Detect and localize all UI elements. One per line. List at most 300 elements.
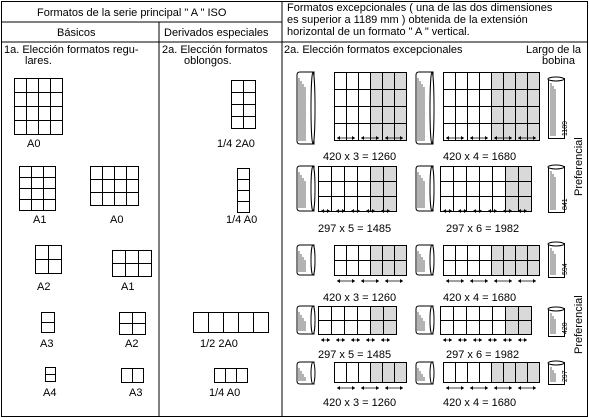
- roll-r1a-end: [311, 72, 315, 144]
- grid-exc-r1b-cell: [492, 107, 504, 124]
- arrow-r4a-head: [327, 338, 330, 342]
- grid-exc-r1b-cell: [528, 107, 540, 124]
- grid-a2-left-cell: [49, 260, 62, 274]
- grid-a2-right-cell: [120, 324, 133, 335]
- section-2a-line1: 2a. Elección formatos: [162, 44, 268, 56]
- grid-a0-right-cell: [127, 167, 139, 180]
- grid-exc-r1a-cell: [359, 107, 371, 124]
- grid-exc-r4b-cell: [467, 321, 480, 335]
- grid-exc-r2b-cell: [480, 182, 493, 197]
- grid-exc-r1a-cell: [371, 107, 383, 124]
- grid-derived-r4-cell: [194, 313, 209, 333]
- grid-exc-r4b-cell: [467, 307, 480, 321]
- arrow-r4a-head: [387, 338, 390, 342]
- grid-a1-left-cell: [32, 200, 44, 211]
- grid-exc-r3a-cell: [359, 261, 371, 276]
- arrow-r4b-head: [518, 338, 521, 342]
- grid-exc-r3b-cell: [480, 261, 492, 276]
- arrow-r4b-head: [443, 338, 446, 342]
- grid-a3-right-cell: [122, 369, 133, 383]
- grid-a1-right-cell: [113, 264, 126, 277]
- label-derived-r5: 1/4 A0: [209, 387, 241, 399]
- grid-exc-r1a-cell: [383, 73, 395, 90]
- grid-a0-top-cell: [27, 107, 39, 121]
- formula-r2a: 297 x 5 = 1485: [318, 223, 392, 235]
- grid-a2-left-cell: [36, 260, 49, 274]
- grid-a1-left-cell: [32, 167, 44, 178]
- grid-exc-r1b-cell: [456, 73, 468, 90]
- arrow-r5a-head: [376, 386, 379, 390]
- bobina-roll-top: [548, 242, 564, 246]
- grid-a0-top-cell: [15, 79, 27, 93]
- grid-exc-r1b-cell: [468, 90, 480, 107]
- grid-exc-r2a-cell: [345, 182, 358, 197]
- arrow-r3b-head: [494, 279, 497, 283]
- grid-a0-top-cell: [39, 79, 51, 93]
- grid-exc-r1a-cell: [335, 90, 347, 107]
- grid-exc-r4b-cell: [454, 307, 467, 321]
- arrow-r3a-head: [376, 279, 379, 283]
- roll-r3a-end: [311, 245, 315, 275]
- arrow-r5a-head: [352, 386, 355, 390]
- grid-a0-right-cell: [103, 193, 115, 206]
- grid-exc-r4a-cell: [384, 321, 397, 335]
- label-a1-right: A1: [121, 281, 135, 293]
- grid-a3-right-cell: [133, 369, 144, 383]
- grid-exc-r1b-cell: [528, 90, 540, 107]
- grid-exc-r2b-cell: [454, 167, 467, 182]
- grid-exc-r4a-cell: [345, 321, 358, 335]
- grid-exc-r2b-cell: [467, 197, 480, 212]
- roll-label-841: 841: [562, 198, 569, 210]
- grid-a1-left-cell: [20, 178, 32, 189]
- grid-exc-r4b-cell: [506, 321, 519, 335]
- grid-exc-r5a-cell: [359, 363, 371, 383]
- grid-exc-r4b-cell: [493, 321, 506, 335]
- arrow-r4a-head: [342, 338, 345, 342]
- arrow-r3b-head: [470, 279, 473, 283]
- grid-exc-r2a-cell: [319, 167, 332, 182]
- grid-exc-r3b-cell: [480, 246, 492, 261]
- grid-exc-r2a-cell: [319, 197, 332, 212]
- grid-exc-r1b-cell: [504, 107, 516, 124]
- grid-exc-r2b-cell: [480, 197, 493, 212]
- grid-a0-top-cell: [27, 79, 39, 93]
- grid-exc-r4b-cell: [454, 321, 467, 335]
- grid-derived-r2-cell: [238, 169, 250, 180]
- arrow-r4b-head: [464, 338, 467, 342]
- grid-exc-r2a-cell: [332, 182, 345, 197]
- grid-a3-left-cell: [42, 313, 55, 323]
- roll-label-297: 297: [562, 370, 569, 382]
- grid-exc-r2b-cell: [493, 167, 506, 182]
- section-1a-line1: 1a. Elección formatos regu-: [4, 44, 139, 56]
- grid-a0-top-cell: [51, 79, 63, 93]
- grid-exc-r1a-cell: [395, 107, 407, 124]
- grid-a2-right-cell: [120, 313, 133, 324]
- arrow-r3a-head: [361, 279, 364, 283]
- formula-r3b: 420 x 4 = 1680: [443, 292, 517, 304]
- grid-derived-r1-cell: [244, 105, 256, 117]
- bobina-roll-top: [548, 165, 564, 169]
- section-2a-excepcionales: 2a. Elección formatos excepcionales: [284, 44, 463, 56]
- grid-a0-top-cell: [51, 121, 63, 135]
- grid-a1-right-cell: [126, 251, 139, 264]
- arrow-r3b-head: [518, 279, 521, 283]
- arrow-r5b-head: [509, 386, 512, 390]
- grid-exc-r5b-cell: [444, 363, 456, 383]
- grid-a0-top-cell: [15, 121, 27, 135]
- label-a0-right: A0: [110, 214, 124, 226]
- grid-exc-r2b-cell: [454, 182, 467, 197]
- grid-exc-r3b-cell: [492, 261, 504, 276]
- grid-exc-r3a-cell: [371, 246, 383, 261]
- grid-exc-r2b-cell: [506, 167, 519, 182]
- grid-exc-r1a-cell: [371, 73, 383, 90]
- grid-a0-right-cell: [91, 167, 103, 180]
- grid-a0-top-cell: [15, 107, 27, 121]
- grid-exc-r5a-cell: [395, 363, 407, 383]
- grid-a0-right-cell: [103, 180, 115, 193]
- arrow-r5b-head: [518, 386, 521, 390]
- grid-derived-r5-cell: [237, 369, 248, 383]
- grid-a0-right-cell: [127, 193, 139, 206]
- grid-derived-r1-cell: [232, 117, 244, 129]
- largo-bobina-line2: bobina: [542, 55, 576, 67]
- grid-a2-right-cell: [133, 313, 146, 324]
- roll-r3b-end: [430, 245, 434, 275]
- roll-r1b-end: [430, 72, 434, 144]
- grid-a0-top-cell: [27, 121, 39, 135]
- grid-exc-r4a-cell: [332, 321, 345, 335]
- grid-exc-r4b-cell: [519, 307, 532, 321]
- grid-a1-left-cell: [20, 189, 32, 200]
- arrow-r4a-head: [381, 338, 384, 342]
- grid-derived-r4-cell: [239, 313, 254, 333]
- grid-exc-r3b-cell: [504, 246, 516, 261]
- grid-exc-r5b-cell: [468, 363, 480, 383]
- grid-exc-r3b-cell: [528, 261, 540, 276]
- grid-exc-r2b-cell: [493, 182, 506, 197]
- grid-exc-r3b-cell: [516, 261, 528, 276]
- grid-exc-r3a-cell: [383, 246, 395, 261]
- arrow-r3a-head: [400, 279, 403, 283]
- grid-derived-r1-cell: [244, 81, 256, 93]
- arrow-r3b-head: [446, 279, 449, 283]
- grid-exc-r1b-cell: [492, 73, 504, 90]
- roll-r5a-end: [311, 362, 315, 384]
- roll-r2b-end: [430, 166, 434, 211]
- section-2a-line2: oblongos.: [184, 55, 232, 67]
- grid-a0-right-cell: [115, 180, 127, 193]
- grid-exc-r2a-cell: [358, 197, 371, 212]
- grid-a1-left-cell: [20, 200, 32, 211]
- grid-exc-r3b-cell: [528, 246, 540, 261]
- grid-exc-r2a-cell: [332, 197, 345, 212]
- grid-exc-r2a-cell: [319, 182, 332, 197]
- grid-a1-right-cell: [139, 251, 152, 264]
- formula-r5b: 420 x 4 = 1680: [443, 397, 517, 409]
- grid-a0-right-cell: [103, 167, 115, 180]
- arrow-r4a-head: [372, 338, 375, 342]
- arrow-r4b-head: [488, 338, 491, 342]
- grid-exc-r3a-cell: [347, 246, 359, 261]
- grid-exc-r1b-cell: [504, 73, 516, 90]
- subheader-basicos: Básicos: [57, 27, 96, 39]
- arrow-r4a-head: [366, 338, 369, 342]
- label-derived-r4: 1/2 2A0: [200, 338, 238, 350]
- subheader-derivados: Derivados especiales: [164, 27, 269, 39]
- grid-exc-r1b-cell: [444, 73, 456, 90]
- grid-exc-r4a-cell: [358, 307, 371, 321]
- arrow-r5b-head: [446, 386, 449, 390]
- grid-exc-r2b-cell: [506, 182, 519, 197]
- roll-r2a-end: [311, 166, 315, 211]
- grid-a3-left-cell: [42, 323, 55, 333]
- grid-a0-top-cell: [27, 93, 39, 107]
- grid-derived-r1-cell: [244, 93, 256, 105]
- grid-exc-r4a-cell: [319, 321, 332, 335]
- grid-a0-right-cell: [127, 180, 139, 193]
- grid-exc-r2a-cell: [345, 167, 358, 182]
- grid-exc-r1b-cell: [492, 90, 504, 107]
- grid-derived-r2-cell: [238, 180, 250, 191]
- header-serie-principal: Formatos de la serie principal " A " ISO: [37, 7, 227, 19]
- formula-r4b: 297 x 6 = 1982: [446, 349, 520, 361]
- grid-a0-top-cell: [39, 121, 51, 135]
- grid-derived-r1-cell: [232, 105, 244, 117]
- formula-r4a: 297 x 5 = 1485: [318, 349, 392, 361]
- grid-exc-r1b-cell: [480, 73, 492, 90]
- roll-label-1189: 1189: [562, 120, 569, 136]
- grid-derived-r4-cell: [209, 313, 224, 333]
- grid-exc-r5b-cell: [504, 363, 516, 383]
- arrow-r4a-head: [357, 338, 360, 342]
- grid-exc-r1b-cell: [480, 90, 492, 107]
- arrow-r4b-head: [458, 338, 461, 342]
- grid-exc-r1a-cell: [335, 107, 347, 124]
- grid-derived-r1-cell: [232, 81, 244, 93]
- arrow-r4b-head: [503, 338, 506, 342]
- grid-exc-r4b-cell: [506, 307, 519, 321]
- grid-exc-r5a-cell: [371, 363, 383, 383]
- grid-a0-top-cell: [51, 93, 63, 107]
- grid-exc-r5b-cell: [528, 363, 540, 383]
- section-1a-line2: lares.: [25, 55, 52, 67]
- grid-exc-r1b-cell: [444, 90, 456, 107]
- grid-exc-r5a-cell: [347, 363, 359, 383]
- grid-exc-r1a-cell: [371, 90, 383, 107]
- grid-a1-left-cell: [32, 178, 44, 189]
- grid-exc-r2a-cell: [358, 167, 371, 182]
- grid-exc-r2b-cell: [467, 182, 480, 197]
- grid-exc-r1b-cell: [468, 73, 480, 90]
- grid-a1-left-cell: [44, 178, 56, 189]
- roll-r4a-end: [311, 306, 315, 334]
- grid-a0-right-cell: [91, 180, 103, 193]
- grid-exc-r5b-cell: [456, 363, 468, 383]
- grid-exc-r3b-cell: [516, 246, 528, 261]
- formula-r2b: 297 x 6 = 1982: [446, 223, 520, 235]
- grid-exc-r4a-cell: [319, 307, 332, 321]
- grid-a1-right-cell: [113, 251, 126, 264]
- roll-r4b-end: [430, 306, 434, 334]
- grid-exc-r4a-cell: [371, 307, 384, 321]
- arrow-r4a-head: [336, 338, 339, 342]
- grid-exc-r4a-cell: [384, 307, 397, 321]
- grid-exc-r3a-cell: [383, 261, 395, 276]
- grid-a1-left-cell: [32, 189, 44, 200]
- grid-exc-r2b-cell: [454, 197, 467, 212]
- grid-a4-left-cell: [46, 368, 56, 375]
- grid-exc-r3a-cell: [371, 261, 383, 276]
- grid-exc-r1a-cell: [383, 90, 395, 107]
- grid-a0-right-cell: [91, 193, 103, 206]
- grid-exc-r3b-cell: [444, 261, 456, 276]
- arrow-r4b-head: [479, 338, 482, 342]
- grid-exc-r1a-cell: [347, 73, 359, 90]
- formula-r1a: 420 x 3 = 1260: [323, 151, 397, 163]
- grid-exc-r5a-cell: [383, 363, 395, 383]
- grid-exc-r1a-cell: [347, 90, 359, 107]
- arrow-r3b-head: [461, 279, 464, 283]
- arrow-r5b-head: [533, 386, 536, 390]
- grid-derived-r4-cell: [224, 313, 239, 333]
- grid-exc-r1b-cell: [528, 73, 540, 90]
- header-excepcionales-3: horizontal de un formato " A " vertical.: [287, 26, 470, 38]
- label-a1-left: A1: [33, 214, 47, 226]
- grid-exc-r2a-cell: [345, 197, 358, 212]
- grid-exc-r2a-cell: [384, 182, 397, 197]
- grid-derived-r5-cell: [226, 369, 237, 383]
- grid-a0-top-cell: [39, 107, 51, 121]
- grid-exc-r3a-cell: [335, 246, 347, 261]
- grid-exc-r1b-cell: [480, 107, 492, 124]
- grid-a2-right-cell: [133, 324, 146, 335]
- grid-exc-r2a-cell: [332, 167, 345, 182]
- grid-derived-r1-cell: [244, 117, 256, 129]
- preferencial-label-1: Preferencial: [573, 137, 585, 196]
- grid-exc-r4a-cell: [345, 307, 358, 321]
- grid-exc-r2b-cell: [519, 167, 532, 182]
- grid-exc-r3a-cell: [395, 246, 407, 261]
- grid-derived-r2-cell: [238, 202, 250, 213]
- grid-exc-r2b-cell: [441, 167, 454, 182]
- grid-a1-left-cell: [44, 200, 56, 211]
- grid-exc-r3a-cell: [335, 261, 347, 276]
- arrow-r5b-head: [485, 386, 488, 390]
- grid-exc-r1b-cell: [516, 90, 528, 107]
- grid-exc-r2b-cell: [493, 197, 506, 212]
- grid-a0-top-cell: [39, 93, 51, 107]
- arrow-r4b-head: [449, 338, 452, 342]
- header-excepcionales-2: es superior a 1189 mm ) obtenida de la extensión: [287, 14, 528, 26]
- grid-a1-left-cell: [20, 167, 32, 178]
- header-excepcionales-1: Formatos excepcionales ( una de las dos dimensiones: [287, 2, 553, 14]
- arrow-r4b-head: [473, 338, 476, 342]
- arrow-r5a-head: [361, 386, 364, 390]
- grid-a2-left-cell: [49, 246, 62, 260]
- grid-exc-r2a-cell: [371, 182, 384, 197]
- grid-a4-left-cell: [46, 375, 56, 382]
- bobina-roll-top: [548, 361, 564, 365]
- arrow-r5a-head: [337, 386, 340, 390]
- arrow-r5b-head: [470, 386, 473, 390]
- grid-exc-r2b-cell: [480, 167, 493, 182]
- grid-exc-r1a-cell: [359, 90, 371, 107]
- grid-exc-r1a-cell: [395, 73, 407, 90]
- grid-a1-left-cell: [44, 167, 56, 178]
- grid-exc-r2a-cell: [384, 197, 397, 212]
- grid-exc-r4b-cell: [441, 321, 454, 335]
- grid-exc-r5b-cell: [480, 363, 492, 383]
- grid-exc-r4a-cell: [358, 321, 371, 335]
- grid-exc-r3b-cell: [468, 261, 480, 276]
- preferencial-label-2: Preferencial: [573, 295, 585, 354]
- arrow-r3a-head: [352, 279, 355, 283]
- grid-exc-r3b-cell: [468, 246, 480, 261]
- arrow-r4b-head: [494, 338, 497, 342]
- largo-bobina-line1: Largo de la: [526, 44, 582, 56]
- formula-r1b: 420 x 4 = 1680: [443, 151, 517, 163]
- grid-exc-r3a-cell: [395, 261, 407, 276]
- grid-exc-r1b-cell: [456, 90, 468, 107]
- arrow-r3b-head: [509, 279, 512, 283]
- grid-exc-r1a-cell: [383, 107, 395, 124]
- grid-exc-r5b-cell: [516, 363, 528, 383]
- grid-exc-r2a-cell: [371, 197, 384, 212]
- grid-derived-r1-cell: [232, 93, 244, 105]
- bobina-roll-top: [548, 77, 564, 81]
- formula-r3a: 420 x 3 = 1260: [323, 292, 397, 304]
- grid-derived-r2-cell: [238, 191, 250, 202]
- grid-exc-r1a-cell: [395, 90, 407, 107]
- grid-a0-top-cell: [51, 107, 63, 121]
- grid-exc-r4b-cell: [493, 307, 506, 321]
- grid-exc-r1b-cell: [444, 107, 456, 124]
- arrow-r3b-head: [485, 279, 488, 283]
- grid-exc-r3a-cell: [359, 246, 371, 261]
- arrow-r4b-head: [524, 338, 527, 342]
- grid-a0-right-cell: [115, 167, 127, 180]
- roll-r5b-end: [430, 362, 434, 384]
- grid-exc-r2b-cell: [467, 167, 480, 182]
- arrow-r4b-head: [509, 338, 512, 342]
- grid-exc-r3a-cell: [347, 261, 359, 276]
- label-a0-top: A0: [27, 138, 41, 150]
- arrow-r3a-head: [385, 279, 388, 283]
- grid-exc-r3b-cell: [456, 261, 468, 276]
- grid-exc-r3b-cell: [444, 246, 456, 261]
- grid-exc-r4a-cell: [371, 321, 384, 335]
- grid-exc-r2a-cell: [371, 167, 384, 182]
- grid-exc-r1b-cell: [468, 107, 480, 124]
- grid-a2-left-cell: [36, 246, 49, 260]
- label-a2-left: A2: [37, 281, 51, 293]
- grid-exc-r3b-cell: [492, 246, 504, 261]
- grid-exc-r2b-cell: [519, 182, 532, 197]
- grid-exc-r2b-cell: [441, 197, 454, 212]
- grid-a0-right-cell: [115, 193, 127, 206]
- grid-exc-r1a-cell: [359, 73, 371, 90]
- arrow-r5b-head: [461, 386, 464, 390]
- grid-exc-r1a-cell: [347, 107, 359, 124]
- label-a3-left: A3: [40, 338, 54, 350]
- grid-exc-r2b-cell: [506, 197, 519, 212]
- label-a3-right: A3: [129, 387, 143, 399]
- grid-exc-r1b-cell: [516, 107, 528, 124]
- grid-exc-r2a-cell: [358, 182, 371, 197]
